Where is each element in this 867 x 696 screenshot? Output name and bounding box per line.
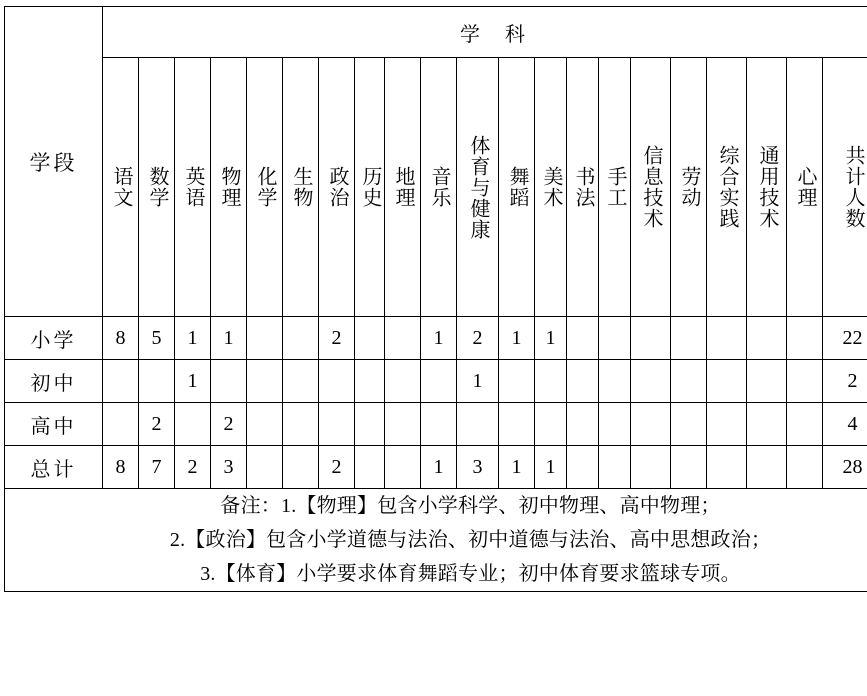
cell-value [385,446,421,489]
subject-header-zongheshijian: 综合实践 [707,58,747,317]
stage-header-label: 学段 [29,150,78,175]
cell-value: 1 [535,317,567,360]
cell-value [247,403,283,446]
subject-header-shougong: 手工 [599,58,631,317]
total-header-cell: 共计人数 [823,58,867,317]
subject-header-laodong: 劳动 [671,58,707,317]
cell-value [671,317,707,360]
cell-value [787,317,823,360]
cell-value [707,317,747,360]
subject-header-yuwen: 语文 [103,58,139,317]
cell-total: 28 [823,446,867,489]
table-row [5,317,867,360]
row-label-primary: 小学 [5,317,103,360]
cell-value: 2 [319,446,355,489]
cell-value [247,360,283,403]
stage-header-cell [5,7,103,317]
cell-value: 8 [103,317,139,360]
cell-value [567,403,599,446]
cell-value [567,317,599,360]
cell-value [599,403,631,446]
row-label-junior: 初中 [5,360,103,403]
cell-value [747,360,787,403]
cell-value [535,403,567,446]
cell-value [671,403,707,446]
cell-value [747,403,787,446]
subject-header-wudao: 舞蹈 [499,58,535,317]
group-header-cell: 学 科 [103,7,867,58]
table-header-subject-row [5,58,867,317]
cell-value [599,360,631,403]
cell-value: 5 [139,317,175,360]
row-label-senior: 高中 [5,403,103,446]
cell-value [421,360,457,403]
cell-value: 8 [103,446,139,489]
cell-value [599,446,631,489]
cell-value [283,403,319,446]
subject-header-shengwu: 生物 [283,58,319,317]
cell-value [499,403,535,446]
cell-value [787,360,823,403]
cell-value: 2 [211,403,247,446]
cell-value [787,446,823,489]
subject-header-xinli: 心理 [787,58,823,317]
cell-value [385,403,421,446]
subject-header-tiyu: 体育与健康 [457,58,499,317]
cell-value: 3 [457,446,499,489]
subject-header-wuli: 物理 [211,58,247,317]
cell-value [139,360,175,403]
cell-value: 1 [421,446,457,489]
cell-value [671,446,707,489]
cell-value [787,403,823,446]
subject-header-dili: 地理 [385,58,421,317]
cell-value [567,446,599,489]
subject-header-tongyongjishu: 通用技术 [747,58,787,317]
note-line-1: 备注：1.【物理】包含小学科学、初中物理、高中物理； [220,495,721,517]
cell-value [631,317,671,360]
cell-total: 2 [823,360,867,403]
cell-value: 2 [457,317,499,360]
cell-value [319,403,355,446]
row-label-sum: 总计 [5,446,103,489]
cell-value: 1 [175,360,211,403]
cell-value [355,317,385,360]
cell-value [421,403,457,446]
cell-value [283,360,319,403]
cell-value [707,446,747,489]
cell-value [355,360,385,403]
cell-value [385,360,421,403]
cell-value [599,317,631,360]
cell-value [283,317,319,360]
subject-header-xinxijishu: 信息技术 [631,58,671,317]
subject-header-zhengzhi: 政治 [319,58,355,317]
cell-value [103,403,139,446]
cell-value [707,403,747,446]
cell-total: 4 [823,403,867,446]
note-line-3: 3.【体育】小学要求体育舞蹈专业；初中体育要求篮球专项。 [200,563,741,585]
cell-value [707,360,747,403]
table-row [5,360,867,403]
cell-value [355,446,385,489]
subject-statistics-table [4,6,867,592]
cell-value [631,360,671,403]
cell-value: 1 [211,317,247,360]
notes-row [5,489,867,592]
cell-value [385,317,421,360]
subject-header-yinyue: 音乐 [421,58,457,317]
subject-header-meishu: 美术 [535,58,567,317]
cell-value: 2 [319,317,355,360]
cell-total: 22 [823,317,867,360]
cell-value [631,446,671,489]
cell-value: 1 [499,317,535,360]
cell-value: 7 [139,446,175,489]
cell-value [211,360,247,403]
subject-header-huaxue: 化学 [247,58,283,317]
subject-header-yingyu: 英语 [175,58,211,317]
cell-value [567,360,599,403]
cell-value [747,317,787,360]
cell-value: 2 [175,446,211,489]
cell-value [247,317,283,360]
table-row [5,446,867,489]
cell-value [631,403,671,446]
cell-value: 1 [175,317,211,360]
cell-value: 1 [421,317,457,360]
cell-value [175,403,211,446]
cell-value [671,360,707,403]
cell-value [319,360,355,403]
note-line-2: 2.【政治】包含小学道德与法治、初中道德与法治、高中思想政治； [169,529,772,551]
table-row [5,403,867,446]
cell-value: 1 [535,446,567,489]
subject-header-shuxue: 数学 [139,58,175,317]
cell-value: 1 [457,360,499,403]
cell-value [535,360,567,403]
cell-value [499,360,535,403]
cell-value [747,446,787,489]
subject-header-lishi: 历史 [355,58,385,317]
cell-value: 2 [139,403,175,446]
subject-header-shufa: 书法 [567,58,599,317]
cell-value: 1 [499,446,535,489]
cell-value [355,403,385,446]
table-header-group-row [5,7,867,58]
cell-value: 3 [211,446,247,489]
cell-value [283,446,319,489]
cell-value [457,403,499,446]
notes-cell [5,489,867,592]
cell-value [103,360,139,403]
cell-value [247,446,283,489]
